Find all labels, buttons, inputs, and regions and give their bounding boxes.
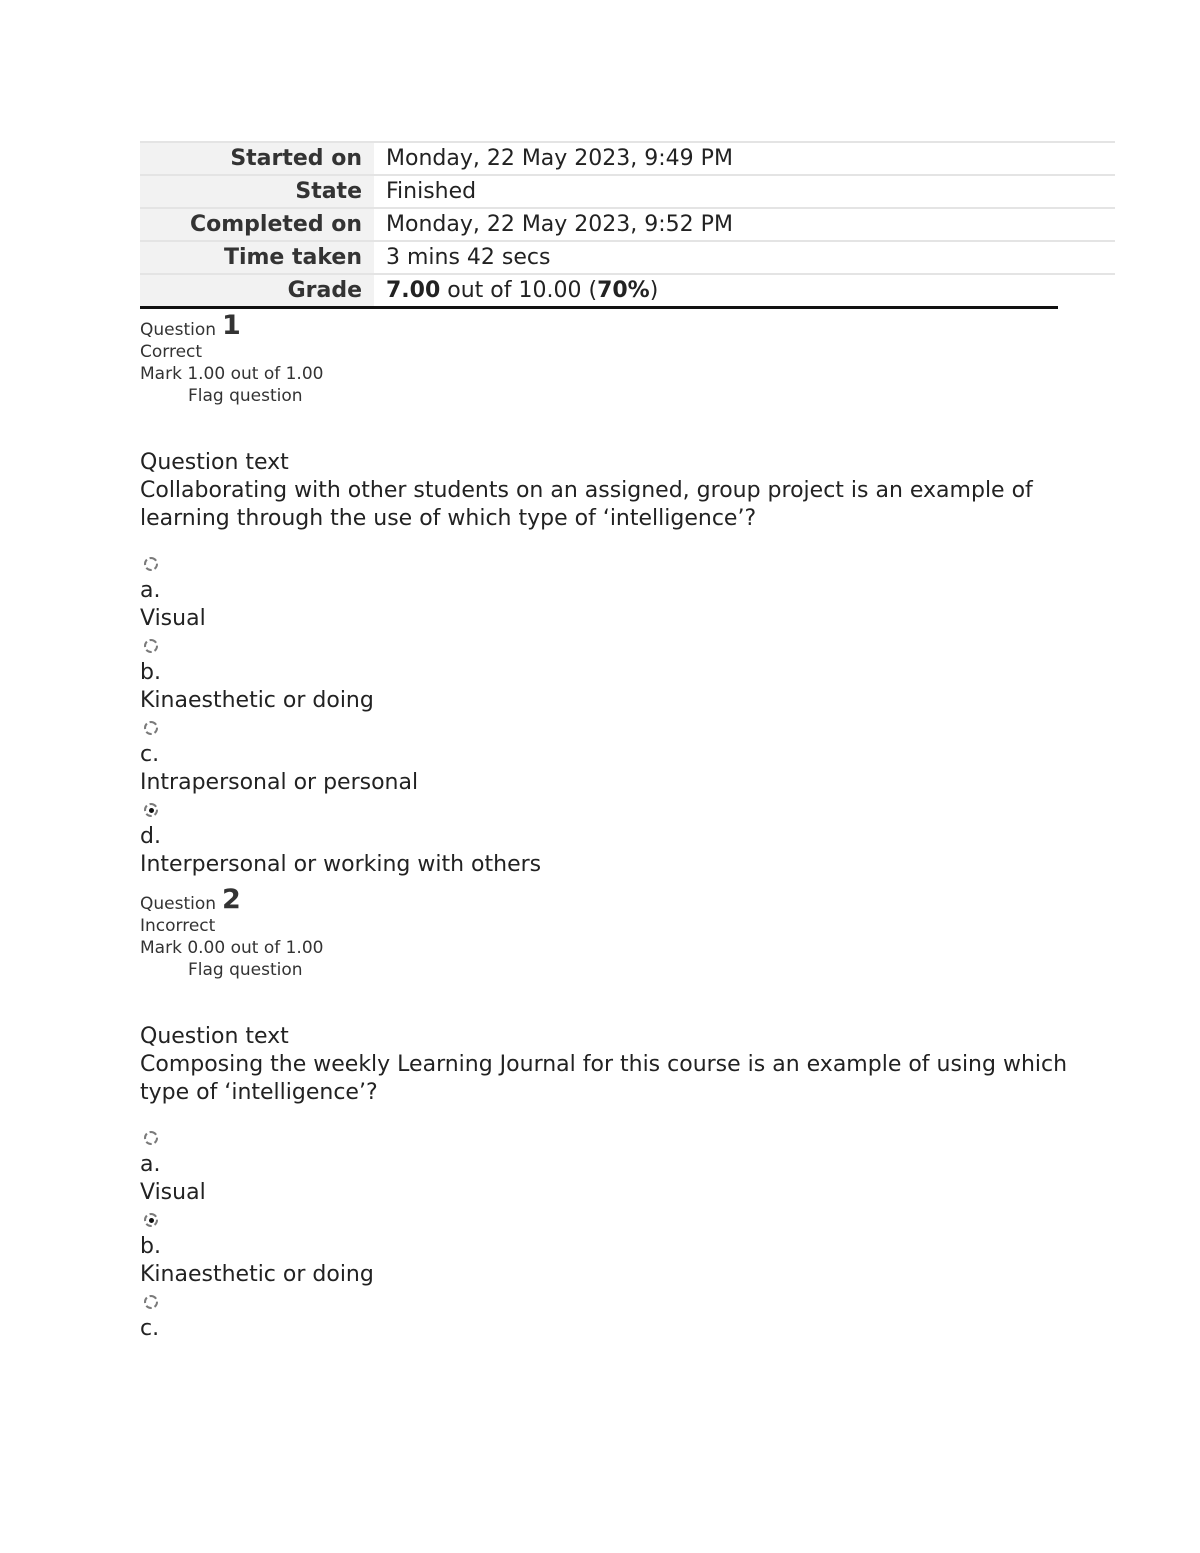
answer-option-b[interactable] bbox=[140, 639, 1115, 715]
radio-icon[interactable] bbox=[144, 1131, 158, 1145]
question-number: 2 bbox=[222, 884, 241, 915]
summary-row-state bbox=[140, 175, 1115, 208]
question-info bbox=[140, 885, 1115, 981]
summary-label: Started on bbox=[140, 142, 374, 175]
option-letter: c. bbox=[140, 742, 160, 767]
summary-value: 3 mins 42 secs bbox=[374, 241, 1115, 274]
summary-row-started bbox=[140, 142, 1115, 175]
radio-checked-icon[interactable] bbox=[144, 803, 158, 817]
radio-checked-icon[interactable] bbox=[144, 1213, 158, 1227]
divider bbox=[140, 306, 1058, 309]
radio-icon[interactable] bbox=[144, 1295, 158, 1309]
question-text-heading: Question text bbox=[140, 1024, 289, 1049]
radio-icon[interactable] bbox=[144, 639, 158, 653]
radio-icon[interactable] bbox=[144, 557, 158, 571]
answer-options bbox=[140, 557, 1115, 879]
summary-value: Finished bbox=[374, 175, 1115, 208]
quiz-review-page bbox=[140, 141, 1115, 1343]
option-letter: a. bbox=[140, 578, 161, 603]
question-number-row bbox=[140, 885, 1115, 915]
question-text-heading: Question text bbox=[140, 450, 289, 475]
answer-option-c[interactable] bbox=[140, 1295, 1115, 1343]
option-letter: d. bbox=[140, 824, 161, 849]
answer-option-c[interactable] bbox=[140, 721, 1115, 797]
question-mark: Mark 0.00 out of 1.00 bbox=[140, 938, 324, 958]
attempt-summary-table bbox=[140, 141, 1115, 306]
option-letter: b. bbox=[140, 660, 161, 685]
option-label: Visual bbox=[140, 606, 206, 631]
question-1 bbox=[140, 311, 1115, 879]
summary-row-time-taken bbox=[140, 241, 1115, 274]
summary-label: Grade bbox=[140, 274, 374, 306]
option-letter: c. bbox=[140, 1316, 160, 1341]
question-status: Correct bbox=[140, 342, 203, 362]
question-mark: Mark 1.00 out of 1.00 bbox=[140, 364, 324, 384]
summary-label: Time taken bbox=[140, 241, 374, 274]
summary-row-grade bbox=[140, 274, 1115, 306]
question-2 bbox=[140, 885, 1115, 1343]
question-label: Question bbox=[140, 894, 217, 914]
summary-label: State bbox=[140, 175, 374, 208]
answer-option-a[interactable] bbox=[140, 557, 1115, 633]
grade-score: 7.00 bbox=[386, 277, 441, 303]
summary-value: Monday, 22 May 2023, 9:49 PM bbox=[374, 142, 1115, 175]
question-number: 1 bbox=[222, 310, 241, 341]
answer-option-a[interactable] bbox=[140, 1131, 1115, 1207]
question-number-row bbox=[140, 311, 1115, 341]
option-label: Visual bbox=[140, 1180, 206, 1205]
question-text: Composing the weekly Learning Journal for this course is an example of using which type of ‘intelligence’? bbox=[140, 1052, 1068, 1105]
option-label: Interpersonal or working with others bbox=[140, 852, 542, 877]
option-letter: a. bbox=[140, 1152, 161, 1177]
summary-value: Monday, 22 May 2023, 9:52 PM bbox=[374, 208, 1115, 241]
question-label: Question bbox=[140, 320, 217, 340]
summary-row-completed bbox=[140, 208, 1115, 241]
option-label: Kinaesthetic or doing bbox=[140, 688, 374, 713]
answer-option-b[interactable] bbox=[140, 1213, 1115, 1289]
radio-icon[interactable] bbox=[144, 721, 158, 735]
option-label: Kinaesthetic or doing bbox=[140, 1262, 374, 1287]
answer-options bbox=[140, 1131, 1115, 1343]
grade-mid-text: out of 10.00 ( bbox=[440, 277, 598, 303]
grade-end-text: ) bbox=[649, 277, 659, 303]
summary-label: Completed on bbox=[140, 208, 374, 241]
grade-value bbox=[374, 274, 1115, 306]
question-text: Collaborating with other students on an assigned, group project is an example of learning through the use of which type of ‘intelligence’? bbox=[140, 478, 1033, 531]
question-info bbox=[140, 311, 1115, 407]
flag-question-link[interactable]: Flag question bbox=[188, 960, 303, 980]
grade-percent: 70% bbox=[597, 277, 650, 303]
option-letter: b. bbox=[140, 1234, 161, 1259]
flag-question-link[interactable]: Flag question bbox=[188, 386, 303, 406]
answer-option-d[interactable] bbox=[140, 803, 1115, 879]
option-label: Intrapersonal or personal bbox=[140, 770, 419, 795]
question-status: Incorrect bbox=[140, 916, 216, 936]
